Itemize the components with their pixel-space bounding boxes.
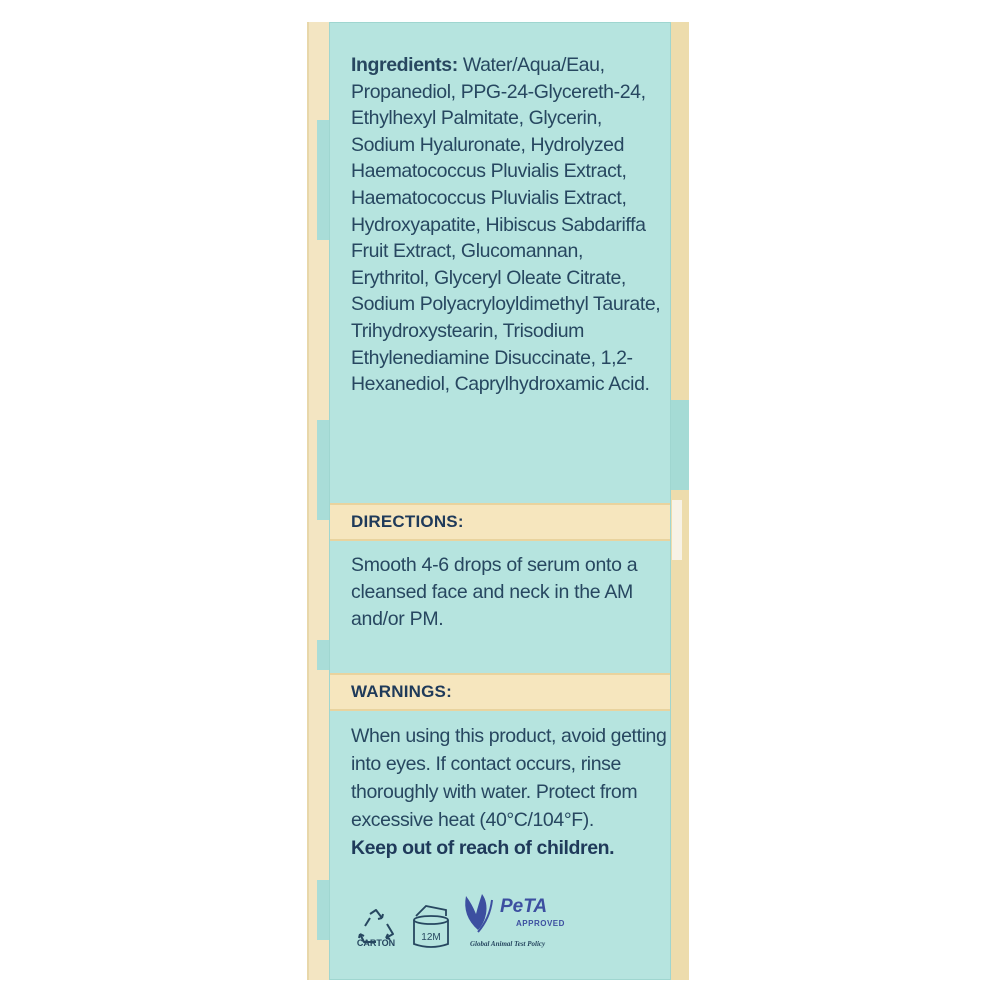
box-edge-accent bbox=[317, 420, 329, 520]
directions-header bbox=[330, 503, 670, 541]
ingredients-text bbox=[351, 52, 663, 398]
warnings-header bbox=[330, 673, 670, 711]
pao-label: 12M bbox=[421, 932, 441, 943]
directions-text: Smooth 4-6 drops of serum onto a cleansed face and neck in the AM and/or PM. bbox=[351, 554, 638, 630]
peta-name: PeTA bbox=[500, 896, 548, 917]
peta-policy: Global Animal Test Policy bbox=[470, 940, 546, 948]
carton-label: CARTON bbox=[356, 938, 396, 948]
warnings-title: WARNINGS: bbox=[351, 682, 452, 701]
box-edge-accent bbox=[671, 400, 689, 490]
box-edge-accent bbox=[317, 640, 329, 670]
box-edge-highlight bbox=[672, 500, 682, 560]
warnings-text bbox=[351, 722, 671, 862]
warnings-children: Keep out of reach of children. bbox=[351, 837, 615, 859]
jar-12m-icon bbox=[406, 900, 456, 952]
peta-approved: APPROVED bbox=[516, 919, 565, 928]
peta-bunny-icon bbox=[460, 888, 570, 954]
box-edge-accent bbox=[317, 120, 329, 240]
ingredients-label: Ingredients: bbox=[351, 54, 458, 76]
directions-title: DIRECTIONS: bbox=[351, 512, 464, 531]
warnings-body: When using this product, avoid getting into eyes. If contact occurs, rinse thoroughly with water. Protect from excessive heat (40°C/104°F). bbox=[351, 725, 667, 831]
box-edge-accent bbox=[317, 880, 329, 940]
ingredients-list: Water/Aqua/Eau, Propanediol, PPG-24-Glycereth-24, Ethylhexyl Palmitate, Glycerin, Sodium Hyaluronate, Hydrolyzed Haematococcus Pluvialis Extract, Haematococcus Pluvialis Extract, Hydroxyapatite, Hibiscus Sabdariffa Fruit Extract, Glucomannan, Erythritol, Glyceryl Oleate Citrate, Sodium Polyacryloyldimethyl Taurate, Trihydroxystearin, Trisodium Ethylenediamine Disuccinate, 1,2-Hexanediol, Caprylhydroxamic Acid. bbox=[351, 54, 661, 396]
